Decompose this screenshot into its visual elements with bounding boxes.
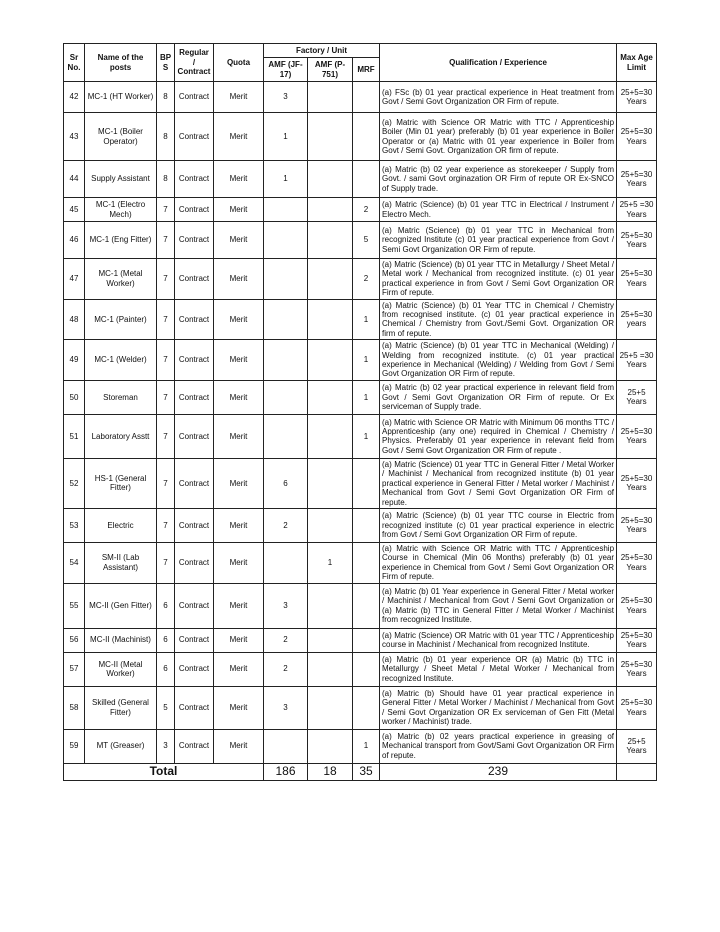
row-qualification: (a) Matric (Science) (b) 01 Year TTC in Chemical / Chemistry from recognised institute. (c) 01 year practical experience in Chemical / Chemistry from Govt./Semi Govt. Organization OR firm of repute. — [380, 299, 617, 340]
row-contract-type: Contract — [175, 686, 214, 729]
row-quota: Merit — [214, 652, 264, 686]
row-bps: 5 — [157, 686, 175, 729]
row-mrf: 2 — [353, 198, 380, 222]
row-age-limit: 25+5=30 Years — [617, 414, 657, 458]
row-age-limit: 25+5=30 Years — [617, 508, 657, 542]
row-post-name: MC-1 (Eng Fitter) — [85, 222, 157, 259]
row-qualification: (a) Matric with Science OR Matric with TTC / Apprenticeship Course in Chemical (Min 06 Months) preferably (b) 01 year experience in Chemical from Govt / Semi Govt Organization OR Firm of repute. — [380, 542, 617, 583]
row-amf-jf17 — [264, 414, 308, 458]
row-mrf — [353, 161, 380, 198]
col-age-header: Max Age Limit — [617, 44, 657, 82]
row-quota: Merit — [214, 458, 264, 508]
row-post-name: MC-II (Machinist) — [85, 628, 157, 652]
row-age-limit: 25+5=30 Years — [617, 686, 657, 729]
row-contract-type: Contract — [175, 652, 214, 686]
row-post-name: MC-II (Metal Worker) — [85, 652, 157, 686]
row-age-limit: 25+5=30 Years — [617, 458, 657, 508]
row-mrf — [353, 82, 380, 113]
row-amf-p751 — [308, 686, 353, 729]
row-mrf: 1 — [353, 340, 380, 381]
row-mrf: 1 — [353, 414, 380, 458]
row-amf-p751 — [308, 113, 353, 161]
row-quota: Merit — [214, 414, 264, 458]
row-contract-type: Contract — [175, 113, 214, 161]
row-contract-type: Contract — [175, 583, 214, 628]
col-qual-header: Qualification / Experience — [380, 44, 617, 82]
row-qualification: (a) Matric (Science) (b) 01 year TTC in Mechanical (Welding) / Welding from recognized institute. (c) 01 year practical experience in Mechanical (Welding) / Welding from Govt / Semi Govt Organization OR Firm of repute. — [380, 340, 617, 381]
col-bps-header: BP S — [157, 44, 175, 82]
row-bps: 7 — [157, 508, 175, 542]
row-quota: Merit — [214, 198, 264, 222]
row-contract-type: Contract — [175, 380, 214, 414]
col-amf1-header: AMF (JF-17) — [264, 58, 308, 82]
row-bps: 8 — [157, 82, 175, 113]
row-post-name: MC-1 (Electro Mech) — [85, 198, 157, 222]
col-mrf-header: MRF — [353, 58, 380, 82]
total-amf-jf17: 186 — [264, 763, 308, 780]
row-quota: Merit — [214, 583, 264, 628]
table-row — [64, 82, 657, 113]
col-amf2-header: AMF (P-751) — [308, 58, 353, 82]
row-quota: Merit — [214, 542, 264, 583]
row-contract-type: Contract — [175, 414, 214, 458]
row-amf-p751 — [308, 340, 353, 381]
row-bps: 7 — [157, 458, 175, 508]
row-sr: 54 — [64, 542, 85, 583]
row-qualification: (a) Matric (b) 02 years practical experience in greasing of Mechanical transport from Govt/Sami Govt Organization OR Firm of repute. — [380, 729, 617, 763]
row-amf-jf17 — [264, 299, 308, 340]
row-amf-jf17: 6 — [264, 458, 308, 508]
table-row — [64, 414, 657, 458]
row-quota: Merit — [214, 113, 264, 161]
row-contract-type: Contract — [175, 542, 214, 583]
col-factory-header: Factory / Unit — [264, 44, 380, 58]
row-mrf — [353, 583, 380, 628]
col-name-header: Name of the posts — [85, 44, 157, 82]
total-age-cell — [617, 763, 657, 780]
row-amf-p751 — [308, 458, 353, 508]
total-mrf: 35 — [353, 763, 380, 780]
table-row — [64, 583, 657, 628]
row-age-limit: 25+5=30 Years — [617, 259, 657, 300]
table-row — [64, 652, 657, 686]
row-amf-jf17 — [264, 380, 308, 414]
row-post-name: HS-1 (General Fitter) — [85, 458, 157, 508]
table-row — [64, 259, 657, 300]
row-contract-type: Contract — [175, 82, 214, 113]
row-bps: 7 — [157, 222, 175, 259]
row-sr: 45 — [64, 198, 85, 222]
row-amf-p751 — [308, 82, 353, 113]
row-amf-p751 — [308, 380, 353, 414]
row-qualification: (a) Matric (Science) OR Matric with 01 year TTC / Apprenticeship course in Machinist / Mechanical from recognized Institute. — [380, 628, 617, 652]
row-age-limit: 25+5=30 Years — [617, 161, 657, 198]
row-bps: 8 — [157, 161, 175, 198]
row-mrf: 1 — [353, 380, 380, 414]
row-contract-type: Contract — [175, 508, 214, 542]
row-post-name: MC-1 (Boiler Operator) — [85, 113, 157, 161]
row-contract-type: Contract — [175, 458, 214, 508]
table-row — [64, 458, 657, 508]
row-quota: Merit — [214, 259, 264, 300]
row-post-name: MC-1 (Metal Worker) — [85, 259, 157, 300]
row-amf-p751 — [308, 414, 353, 458]
grand-total: 239 — [380, 763, 617, 780]
row-bps: 7 — [157, 542, 175, 583]
table-row — [64, 113, 657, 161]
row-sr: 48 — [64, 299, 85, 340]
row-mrf: 1 — [353, 729, 380, 763]
row-amf-jf17 — [264, 729, 308, 763]
row-amf-p751 — [308, 222, 353, 259]
row-amf-p751 — [308, 729, 353, 763]
row-mrf: 5 — [353, 222, 380, 259]
row-quota: Merit — [214, 380, 264, 414]
row-sr: 56 — [64, 628, 85, 652]
row-amf-jf17: 1 — [264, 113, 308, 161]
row-post-name: MC-1 (Welder) — [85, 340, 157, 381]
table-row — [64, 340, 657, 381]
row-amf-p751 — [308, 299, 353, 340]
row-post-name: SM-II (Lab Assistant) — [85, 542, 157, 583]
row-amf-jf17: 1 — [264, 161, 308, 198]
row-quota: Merit — [214, 222, 264, 259]
row-sr: 46 — [64, 222, 85, 259]
row-amf-jf17: 2 — [264, 652, 308, 686]
row-post-name: MC-II (Gen Fitter) — [85, 583, 157, 628]
row-qualification: (a) Matric (Science) 01 year TTC in General Fitter / Metal Worker / Machinist / Mechanical from recognized institute (b) 01 year practical experience in General Fitter / Metal worker / Machinist / Mechanical from Govt / Semi Govt Organization OR Firm of repute. — [380, 458, 617, 508]
row-amf-p751 — [308, 259, 353, 300]
row-age-limit: 25+5=30 Years — [617, 583, 657, 628]
total-amf-p751: 18 — [308, 763, 353, 780]
row-post-name: Storeman — [85, 380, 157, 414]
row-mrf — [353, 652, 380, 686]
row-qualification: (a) Matric (b) 01 year experience OR (a) Matric (b) TTC in Metallurgy / Sheet Metal / Metal Worker / Mechanical from recognized Institute. — [380, 652, 617, 686]
row-mrf — [353, 686, 380, 729]
row-contract-type: Contract — [175, 198, 214, 222]
col-sr-header: Sr No. — [64, 44, 85, 82]
row-bps: 7 — [157, 299, 175, 340]
row-quota: Merit — [214, 729, 264, 763]
row-qualification: (a) Matric (Science) (b) 01 year TTC in Electrical / Instrument / Electro Mech. — [380, 198, 617, 222]
row-contract-type: Contract — [175, 161, 214, 198]
row-contract-type: Contract — [175, 729, 214, 763]
row-amf-p751 — [308, 652, 353, 686]
row-qualification: (a) Matric with Science OR Matric with TTC / Apprenticeship Boiler (Min 01 year) preferably (b) 01 year experience in Boiler Operator or (a) Matric with 01 year experience in Boiler from Govt / Semi Govt. Organization OR firm of repute. — [380, 113, 617, 161]
row-amf-jf17: 3 — [264, 686, 308, 729]
row-amf-p751 — [308, 628, 353, 652]
row-post-name: Electric — [85, 508, 157, 542]
row-bps: 3 — [157, 729, 175, 763]
table-body — [64, 82, 657, 781]
row-quota: Merit — [214, 82, 264, 113]
row-contract-type: Contract — [175, 259, 214, 300]
row-amf-jf17: 3 — [264, 82, 308, 113]
col-regular-header: Regular / Contract — [175, 44, 214, 82]
row-amf-jf17 — [264, 222, 308, 259]
row-age-limit: 25+5 Years — [617, 380, 657, 414]
posts-table — [63, 43, 657, 781]
row-bps: 8 — [157, 113, 175, 161]
total-label: Total — [64, 763, 264, 780]
row-mrf — [353, 542, 380, 583]
row-qualification: (a) FSc (b) 01 year practical experience in Heat treatment from Govt / Semi Govt Organization OR Firm of repute. — [380, 82, 617, 113]
row-qualification: (a) Matric (Science) (b) 01 year TTC in Metallurgy / Sheet Metal / Metal work / Mechanical from recognized institute. (c) 01 year practical experience in from Govt / Semi Govt Organization OR Firm of repute. — [380, 259, 617, 300]
row-age-limit: 25+5=30 Years — [617, 652, 657, 686]
row-quota: Merit — [214, 508, 264, 542]
row-sr: 58 — [64, 686, 85, 729]
row-bps: 7 — [157, 414, 175, 458]
row-qualification: (a) Matric (Science) (b) 01 year TTC in Mechanical from recognized Institute (c) 01 year practical experience from Govt / Semi Govt Organization OR Firm of repute. — [380, 222, 617, 259]
row-bps: 7 — [157, 380, 175, 414]
row-mrf — [353, 508, 380, 542]
row-sr: 51 — [64, 414, 85, 458]
row-qualification: (a) Matric (b) Should have 01 year practical experience in General Fitter / Metal Worker / Machinist / Mechanical from Govt / Semi Govt Organization OR Ex serviceman of Gen Fitt (Metal worker / Machinist) trade. — [380, 686, 617, 729]
row-contract-type: Contract — [175, 299, 214, 340]
row-mrf — [353, 458, 380, 508]
row-sr: 50 — [64, 380, 85, 414]
row-age-limit: 25+5=30 Years — [617, 222, 657, 259]
row-sr: 43 — [64, 113, 85, 161]
row-amf-jf17: 2 — [264, 628, 308, 652]
row-age-limit: 25+5=30 Years — [617, 628, 657, 652]
row-amf-jf17 — [264, 259, 308, 300]
row-qualification: (a) Matric (b) 02 year practical experience in relevant field from Govt / Semi Govt Organization OR Firm of repute. Or Ex serviceman of Supply trade. — [380, 380, 617, 414]
row-contract-type: Contract — [175, 222, 214, 259]
row-age-limit: 25+5=30 Years — [617, 113, 657, 161]
row-mrf: 1 — [353, 299, 380, 340]
row-bps: 7 — [157, 259, 175, 300]
row-quota: Merit — [214, 340, 264, 381]
row-quota: Merit — [214, 628, 264, 652]
row-amf-jf17 — [264, 198, 308, 222]
row-age-limit: 25+5=30 years — [617, 299, 657, 340]
table-row — [64, 299, 657, 340]
row-amf-p751 — [308, 161, 353, 198]
row-quota: Merit — [214, 686, 264, 729]
table-row — [64, 729, 657, 763]
row-sr: 52 — [64, 458, 85, 508]
row-amf-p751 — [308, 583, 353, 628]
row-age-limit: 25+5=30 Years — [617, 82, 657, 113]
row-mrf: 2 — [353, 259, 380, 300]
row-sr: 59 — [64, 729, 85, 763]
total-row — [64, 763, 657, 780]
row-amf-jf17: 2 — [264, 508, 308, 542]
row-qualification: (a) Matric (b) 01 Year experience in General Fitter / Metal worker / Machinist / Mechanical from Govt / Semi Govt Organization or (a) Matric (b) TTC in General Fitter / Metal Worker / Machinist from recognized Institute. — [380, 583, 617, 628]
row-sr: 49 — [64, 340, 85, 381]
table-row — [64, 686, 657, 729]
row-quota: Merit — [214, 299, 264, 340]
row-sr: 47 — [64, 259, 85, 300]
row-bps: 6 — [157, 628, 175, 652]
row-bps: 6 — [157, 652, 175, 686]
row-amf-jf17 — [264, 542, 308, 583]
row-qualification: (a) Matric (Science) (b) 01 year TTC course in Electric from recognized institute (c) 01 year practical experience in electric from Govt / Semi Govt Organization OR Firm of repute. — [380, 508, 617, 542]
table-row — [64, 628, 657, 652]
row-mrf — [353, 628, 380, 652]
row-qualification: (a) Matric (b) 02 year experience as storekeeper / Supply from Govt. / sami Govt orginazation OR Firm of repute OR Ex-SNCO of Supply trade. — [380, 161, 617, 198]
row-quota: Merit — [214, 161, 264, 198]
row-amf-p751: 1 — [308, 542, 353, 583]
row-bps: 6 — [157, 583, 175, 628]
row-post-name: Supply Assistant — [85, 161, 157, 198]
table-row — [64, 198, 657, 222]
row-amf-jf17: 3 — [264, 583, 308, 628]
table-row — [64, 380, 657, 414]
row-post-name: MT (Greaser) — [85, 729, 157, 763]
row-bps: 7 — [157, 340, 175, 381]
row-sr: 42 — [64, 82, 85, 113]
row-amf-p751 — [308, 508, 353, 542]
row-amf-jf17 — [264, 340, 308, 381]
table-row — [64, 508, 657, 542]
table-row — [64, 542, 657, 583]
row-post-name: Skilled (General Fitter) — [85, 686, 157, 729]
row-post-name: MC-1 (HT Worker) — [85, 82, 157, 113]
row-sr: 44 — [64, 161, 85, 198]
col-quota-header: Quota — [214, 44, 264, 82]
row-sr: 55 — [64, 583, 85, 628]
row-contract-type: Contract — [175, 340, 214, 381]
table-row — [64, 161, 657, 198]
row-sr: 53 — [64, 508, 85, 542]
row-contract-type: Contract — [175, 628, 214, 652]
row-post-name: Laboratory Asstt — [85, 414, 157, 458]
row-age-limit: 25+5 =30 Years — [617, 198, 657, 222]
row-sr: 57 — [64, 652, 85, 686]
row-age-limit: 25+5 =30 Years — [617, 340, 657, 381]
row-mrf — [353, 113, 380, 161]
row-amf-p751 — [308, 198, 353, 222]
row-age-limit: 25+5=30 Years — [617, 542, 657, 583]
table-row — [64, 222, 657, 259]
row-post-name: MC-1 (Painter) — [85, 299, 157, 340]
row-bps: 7 — [157, 198, 175, 222]
row-qualification: (a) Matric with Science OR Matric with Minimum 06 months TTC / Apprenticeship (any one) required in Chemical / Chemistry / Physics. Preferably 01 year experience in relevant field from Govt / Semi Govt Organization OR Firm of repute . — [380, 414, 617, 458]
row-age-limit: 25+5 Years — [617, 729, 657, 763]
